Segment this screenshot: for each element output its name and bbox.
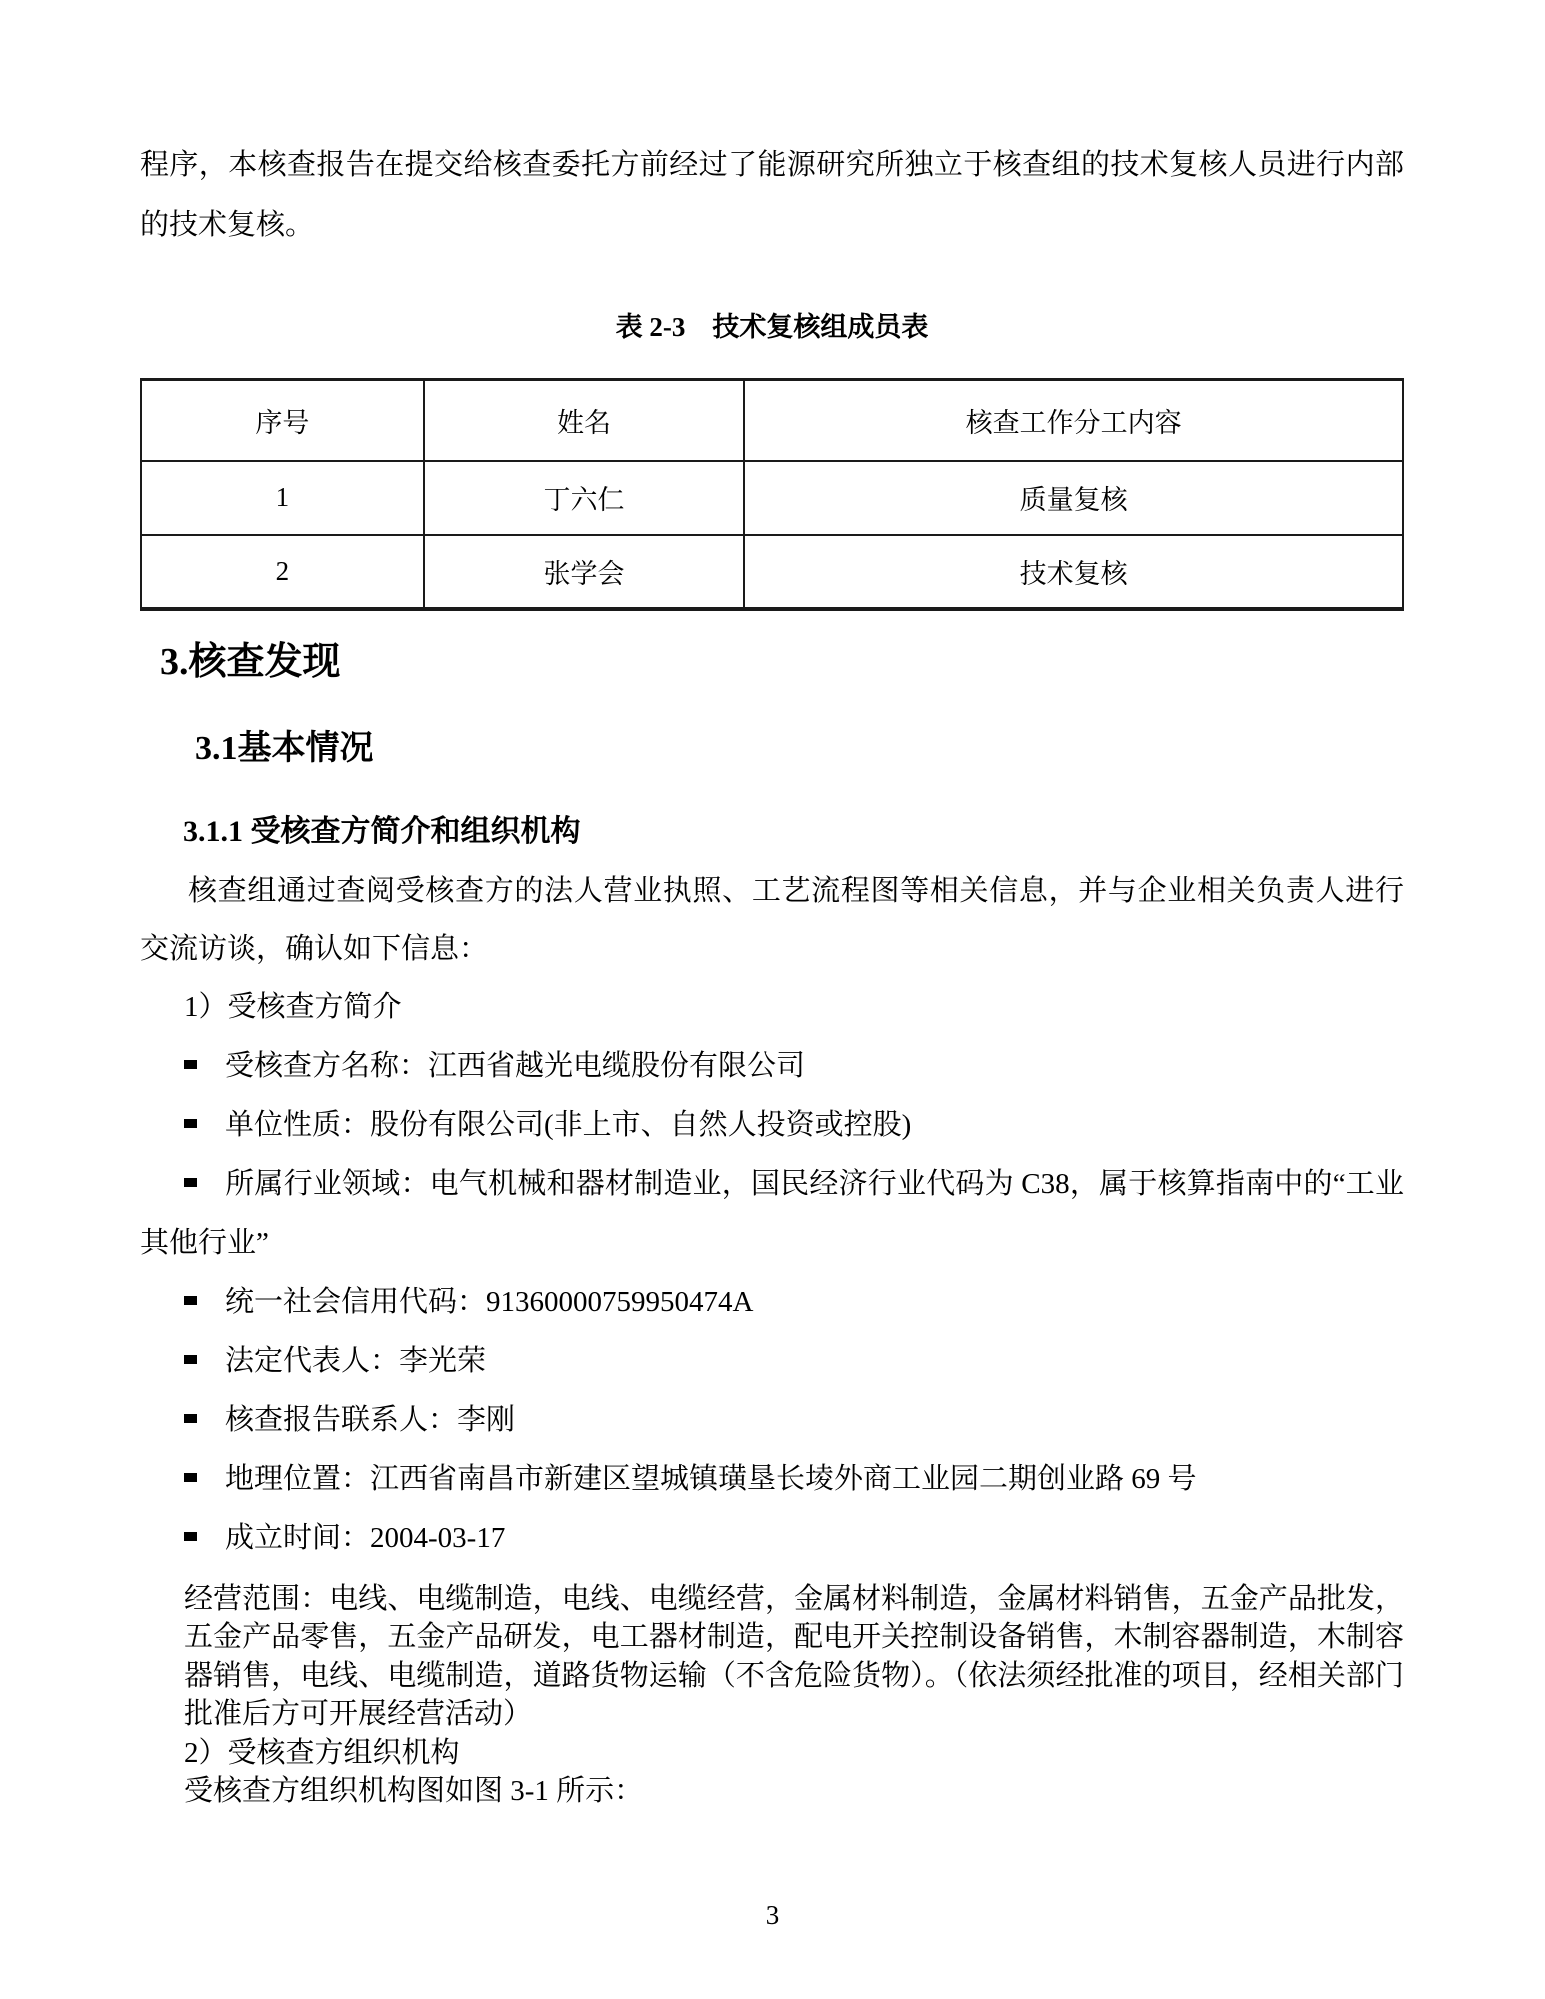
table-row [141, 535, 1403, 609]
cell-no: 2 [141, 535, 424, 609]
bullet-text: 统一社会信用代码：91360000759950474A [225, 1285, 754, 1318]
bullet-text: 受核查方名称：江西省越光电缆股份有限公司 [225, 1049, 806, 1082]
org-structure-intro: 2）受核查方组织机构 [184, 1736, 460, 1769]
bullet-text: 法定代表人：李光荣 [225, 1344, 487, 1377]
cell-duty: 质量复核 [744, 461, 1403, 535]
page-number: 3 [765, 1900, 780, 1930]
bullet-credit-code [140, 1273, 1404, 1332]
bullet-company-name [140, 1037, 1404, 1096]
bullet-square-icon [184, 1060, 197, 1069]
subsubsection-heading-profile-org: 3.1.1 受核查方简介和组织机构 [183, 814, 581, 848]
intro-paragraph: 程序，本核查报告在提交给核查委托方前经过了能源研究所独立于核查组的技术复核人员进行内部的技术复核。 [140, 149, 1404, 241]
table-header-row [141, 380, 1403, 461]
business-scope-block [140, 1580, 1404, 1811]
bullet-square-icon [184, 1119, 197, 1128]
cell-name: 张学会 [424, 535, 745, 609]
bullet-square-icon [184, 1296, 197, 1305]
section-heading-findings: 3.核查发现 [160, 640, 341, 683]
subsection-heading-basic-info: 3.1基本情况 [195, 729, 374, 767]
bullet-report-contact [140, 1391, 1404, 1450]
bullet-founding-date [140, 1509, 1404, 1568]
table-header-duty: 核查工作分工内容 [744, 380, 1403, 461]
cell-duty: 技术复核 [744, 535, 1403, 609]
cell-name: 丁六仁 [424, 461, 745, 535]
bullet-text: 核查报告联系人：李刚 [225, 1403, 516, 1436]
table-header-name: 姓名 [424, 380, 745, 461]
bullet-square-icon [184, 1532, 197, 1541]
table-header-no: 序号 [141, 380, 424, 461]
bullet-square-icon [184, 1473, 197, 1482]
bullet-text: 成立时间：2004-03-17 [225, 1521, 506, 1554]
bullet-text: 所属行业领域：电气机械和器材制造业，国民经济行业代码为 C38，属于核算指南中的“工业其他行业” [140, 1167, 1404, 1259]
bullet-text: 单位性质：股份有限公司(非上市、自然人投资或控股) [225, 1108, 912, 1141]
bullet-location [140, 1450, 1404, 1509]
bullet-text: 地理位置：江西省南昌市新建区望城镇璜垦长堎外商工业园二期创业路 69 号 [225, 1462, 1197, 1495]
body-paragraph: 核查组通过查阅受核查方的法人营业执照、工艺流程图等相关信息，并与企业相关负责人进行交流访谈，确认如下信息： [140, 874, 1404, 965]
table-caption: 表 2-3 技术复核组成员表 [615, 312, 929, 342]
list-intro-profile: 1）受核查方简介 [184, 990, 402, 1023]
bullet-entity-type [140, 1096, 1404, 1155]
bullet-square-icon [184, 1355, 197, 1364]
table-row [141, 461, 1403, 535]
technical-review-members-table [140, 378, 1404, 611]
business-scope-paragraph: 经营范围：电线、电缆制造，电线、电缆经营，金属材料制造，金属材料销售，五金产品批发，五金产品零售，五金产品研发，电工器材制造，配电开关控制设备销售，木制容器制造，木制容器销售，电线、电缆制造，道路货物运输（不含危险货物）。（依法须经批准的项目，经相关部门批准后方可开展经营活动） [184, 1582, 1404, 1730]
bullet-industry-sector [140, 1155, 1404, 1273]
bullet-square-icon [184, 1414, 197, 1423]
bullet-square-icon [184, 1178, 197, 1187]
cell-no: 1 [141, 461, 424, 535]
org-figure-reference: 受核查方组织机构图如图 3-1 所示： [184, 1775, 644, 1807]
bullet-legal-representative [140, 1332, 1404, 1391]
